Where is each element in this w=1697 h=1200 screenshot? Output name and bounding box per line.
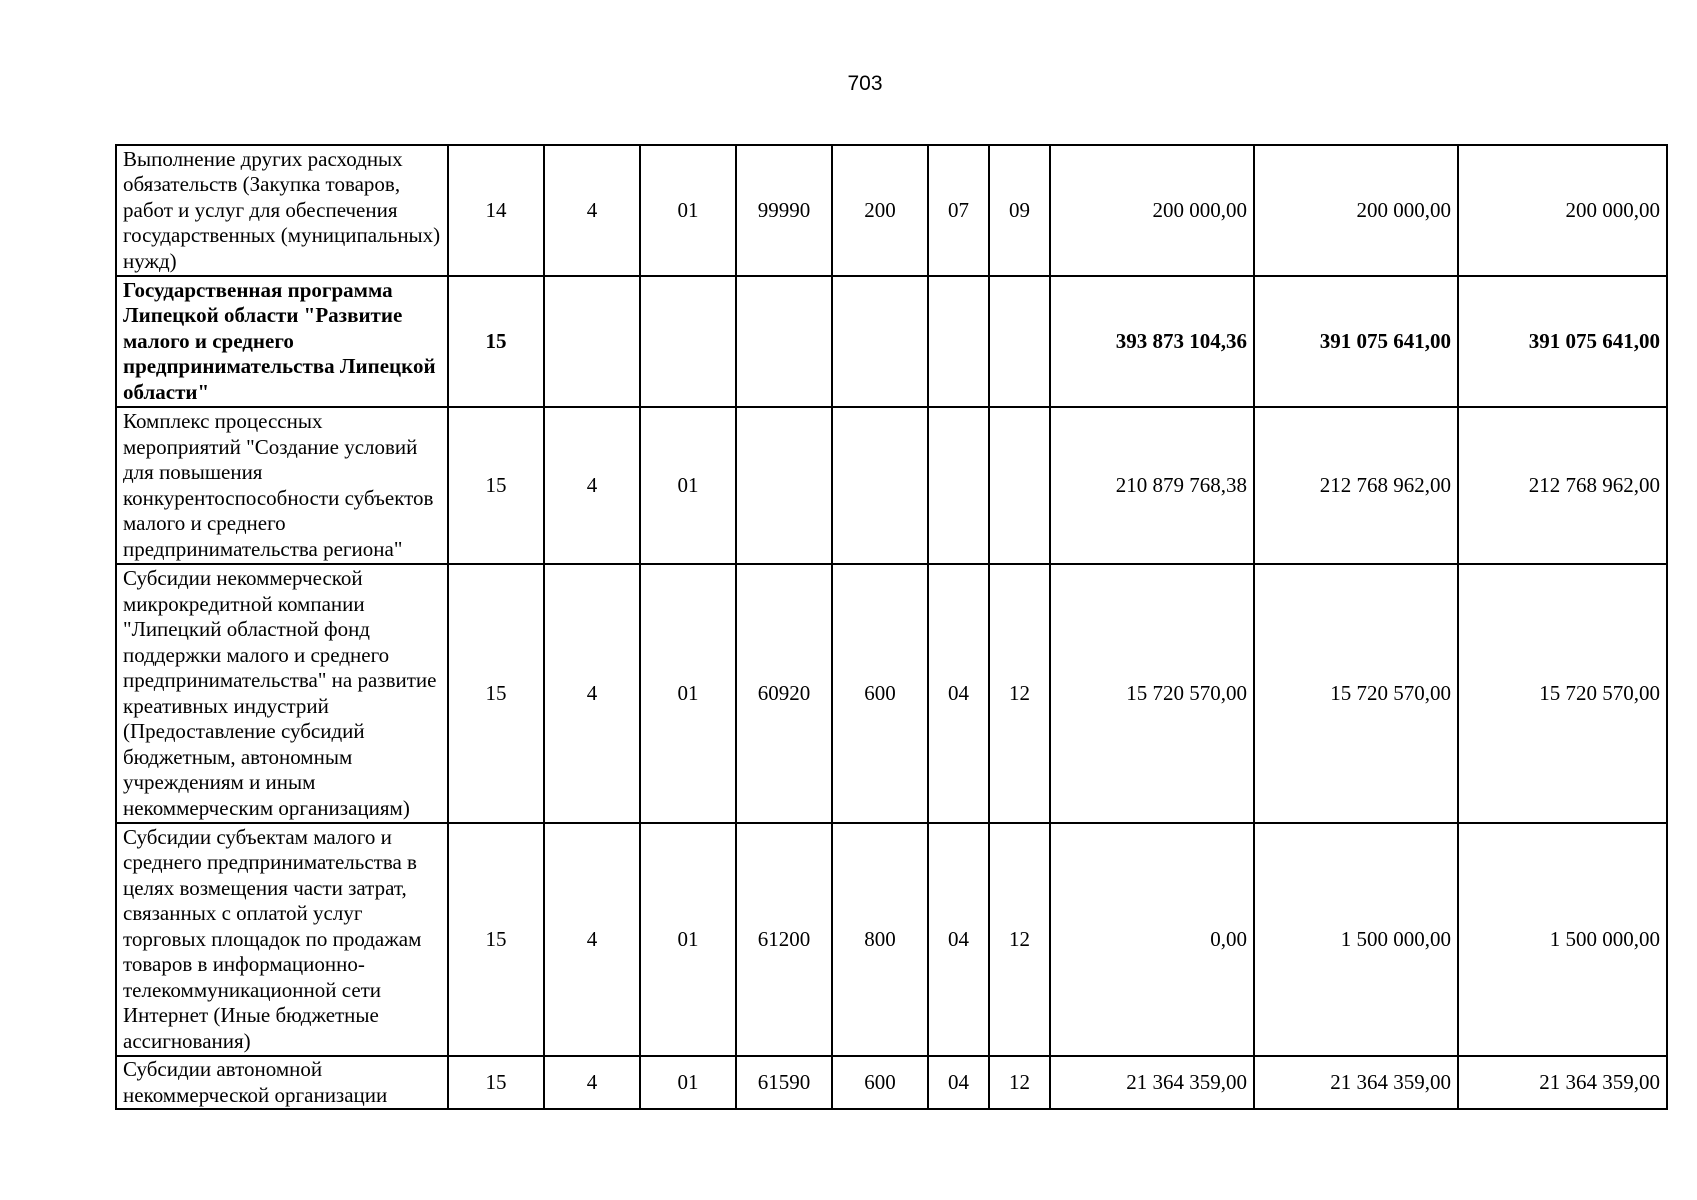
row-name: Субсидии автономной некоммерческой организации [116, 1056, 448, 1109]
amount-cell: 391 075 641,00 [1254, 276, 1458, 407]
code-cell: 200 [832, 145, 928, 276]
amount-cell: 21 364 359,00 [1458, 1056, 1667, 1109]
table-row [116, 407, 1667, 564]
code-cell: 4 [544, 823, 640, 1056]
code-cell: 600 [832, 564, 928, 823]
code-cell: 15 [448, 823, 544, 1056]
table-row [116, 564, 1667, 823]
budget-table [115, 144, 1668, 1110]
code-cell [832, 407, 928, 564]
code-cell: 600 [832, 1056, 928, 1109]
code-cell: 15 [448, 564, 544, 823]
code-cell [928, 407, 989, 564]
table-row [116, 823, 1667, 1056]
code-cell: 4 [544, 564, 640, 823]
code-cell [928, 276, 989, 407]
code-cell [736, 407, 832, 564]
code-cell: 800 [832, 823, 928, 1056]
amount-cell: 1 500 000,00 [1458, 823, 1667, 1056]
amount-cell: 200 000,00 [1254, 145, 1458, 276]
code-cell: 61200 [736, 823, 832, 1056]
code-cell: 09 [989, 145, 1050, 276]
code-cell: 01 [640, 564, 736, 823]
code-cell: 61590 [736, 1056, 832, 1109]
row-name: Субсидии некоммерческой микрокредитной компании "Липецкий областной фонд поддержки малого и среднего предпринимательства" на развитие креативных индустрий (Предоставление субсидий бюджетным, автономным учреждениям и иным некоммерческим организациям) [116, 564, 448, 823]
row-name: Выполнение других расходных обязательств (Закупка товаров, работ и услуг для обеспечения государственных (муниципальных) нужд) [116, 145, 448, 276]
amount-cell: 21 364 359,00 [1050, 1056, 1254, 1109]
table-row [116, 276, 1667, 407]
code-cell: 4 [544, 407, 640, 564]
code-cell [544, 276, 640, 407]
code-cell: 01 [640, 1056, 736, 1109]
code-cell: 12 [989, 823, 1050, 1056]
code-cell: 04 [928, 823, 989, 1056]
code-cell: 4 [544, 1056, 640, 1109]
code-cell: 14 [448, 145, 544, 276]
amount-cell: 393 873 104,36 [1050, 276, 1254, 407]
row-name: Комплекс процессных мероприятий "Создание условий для повышения конкурентоспособности субъектов малого и среднего предпринимательства региона" [116, 407, 448, 564]
amount-cell: 1 500 000,00 [1254, 823, 1458, 1056]
page-number: 703 [847, 72, 883, 95]
amount-cell: 15 720 570,00 [1050, 564, 1254, 823]
row-name: Субсидии субъектам малого и среднего предпринимательства в целях возмещения части затрат, связанных с оплатой услуг торговых площадок по продажам товаров в информационно-телекоммуникационной сети Интернет (Иные бюджетные ассигнования) [116, 823, 448, 1056]
code-cell: 12 [989, 1056, 1050, 1109]
amount-cell: 21 364 359,00 [1254, 1056, 1458, 1109]
code-cell: 01 [640, 823, 736, 1056]
row-name: Государственная программа Липецкой области "Развитие малого и среднего предпринимательства Липецкой области" [116, 276, 448, 407]
code-cell: 4 [544, 145, 640, 276]
code-cell: 01 [640, 145, 736, 276]
amount-cell: 210 879 768,38 [1050, 407, 1254, 564]
amount-cell: 212 768 962,00 [1254, 407, 1458, 564]
amount-cell: 15 720 570,00 [1254, 564, 1458, 823]
code-cell: 07 [928, 145, 989, 276]
code-cell: 12 [989, 564, 1050, 823]
amount-cell: 200 000,00 [1458, 145, 1667, 276]
code-cell: 60920 [736, 564, 832, 823]
code-cell [832, 276, 928, 407]
code-cell: 04 [928, 1056, 989, 1109]
table-row [116, 145, 1667, 276]
code-cell: 15 [448, 276, 544, 407]
code-cell [989, 276, 1050, 407]
amount-cell: 15 720 570,00 [1458, 564, 1667, 823]
amount-cell: 391 075 641,00 [1458, 276, 1667, 407]
amount-cell: 212 768 962,00 [1458, 407, 1667, 564]
code-cell: 15 [448, 1056, 544, 1109]
amount-cell: 0,00 [1050, 823, 1254, 1056]
table-row [116, 1056, 1667, 1109]
amount-cell: 200 000,00 [1050, 145, 1254, 276]
code-cell [640, 276, 736, 407]
code-cell: 04 [928, 564, 989, 823]
code-cell [736, 276, 832, 407]
code-cell: 15 [448, 407, 544, 564]
code-cell [989, 407, 1050, 564]
code-cell: 99990 [736, 145, 832, 276]
code-cell: 01 [640, 407, 736, 564]
